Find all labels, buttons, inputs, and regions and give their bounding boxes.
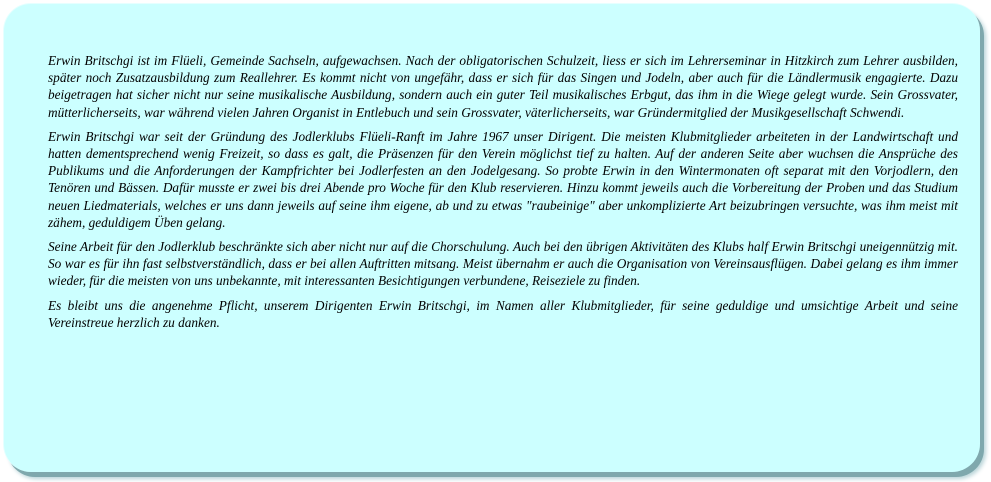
paragraph-club-activities: Seine Arbeit für den Jodlerklub beschränkte sich aber nicht nur auf die Chorschulung. Auch bei den übrigen Aktivitäten des Klubs half Erwin Britschgi uneigennützig mit. So war es für ihn fast selbstverständlich, dass er bei allen Auftritten mitsang. Meist übernahm er auch die Organisation von Vereinsausflügen. Dabei gelang es ihm immer wieder, für die meisten von uns unbekannte, mit interessanten Besichtigungen verbundene, Reiseziele zu finden. xyxy=(48,239,958,289)
paragraph-thanks: Es bleibt uns die angenehme Pflicht, unserem Dirigenten Erwin Britschgi, im Namen aller Klubmitglieder, für seine geduldige und umsichtige Arbeit und seine Vereinstreue herzlich zu danken. xyxy=(48,297,958,330)
paragraph-conductor: Erwin Britschgi war seit der Gründung des Jodlerklubs Flüeli-Ranft im Jahre 1967 unser Dirigent. Die meisten Klubmitglieder arbeiteten in der Landwirtschaft und hatten dementsprechend wenig Freizeit, so dass es galt, die Präsenzen für den Verein möglichst tief zu halten. Auf der anderen Seite aber wuchsen die Ansprüche des Publikums und die Anforderungen der Kampfrichter bei Jodlerfesten an den Jodelgesang. So probte Erwin in den Wintermonaten oft separat mit den Vorjodlern, den Tenören und Bässen. Dafür musste er zwei bis drei Abende pro Woche für den Klub reservieren. Hinzu kommt jeweils auch die Vorbereitung der Proben und das Studium neuen Liedmaterials, welches er uns dann jeweils auf seine ihm eigene, ab und zu etwas "raubeinige" aber unkomplizierte Art beizubringen versuchte, was ihm meist mit zähem, geduldigem Üben gelang. xyxy=(48,128,958,230)
text-panel xyxy=(3,3,980,472)
article-body xyxy=(48,52,958,338)
paragraph-biography: Erwin Britschgi ist im Flüeli, Gemeinde Sachseln, aufgewachsen. Nach der obligatorischen Schulzeit, liess er sich im Lehrerseminar in Hitzkirch zum Lehrer ausbilden, später noch Zusatzausbildung zum Reallehrer. Es kommt nicht von ungefähr, dass er sich für das Singen und Jodeln, aber auch für die Ländlermusik engagierte. Dazu beigetragen hat sicher nicht nur seine musikalische Ausbildung, sondern auch ein guter Teil musikalisches Erbgut, das ihm in die Wiege gelegt wurde. Sein Grossvater, mütterlicherseits, war während vielen Jahren Organist in Entlebuch und sein Grossvater, väterlicherseits, war Gründermitglied der Musikgesellschaft Schwendi. xyxy=(48,53,958,120)
